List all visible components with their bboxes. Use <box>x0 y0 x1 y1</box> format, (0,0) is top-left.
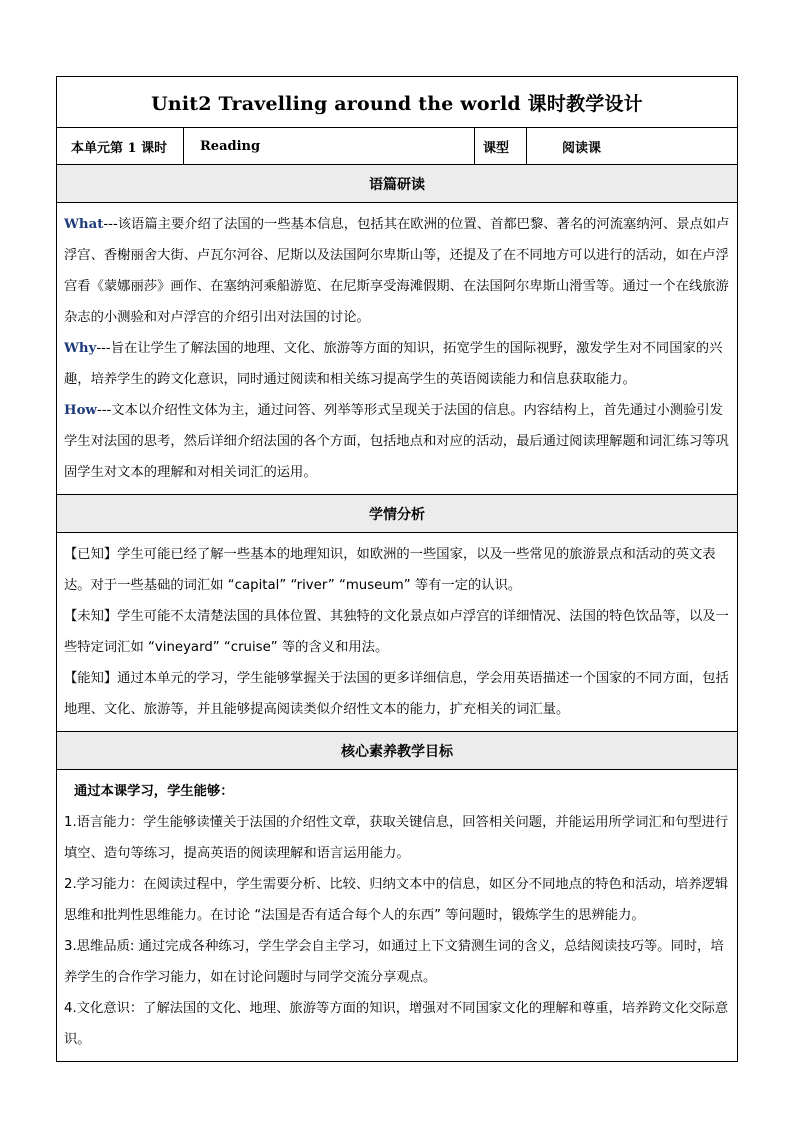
text-analysis-body <box>57 203 737 495</box>
section-heading-learner-analysis: 学情分析 <box>57 495 737 533</box>
unknown-paragraph: 【未知】学生可能不太清楚法国的具体位置、其独特的文化景点如卢浮宫的详细情况、法国的特色饮品等，以及一些特定词汇如 “vineyard” “cruise” 等的含义和用法。 <box>64 609 729 655</box>
why-keyword: Why <box>64 341 97 356</box>
what-keyword: What <box>64 217 104 232</box>
goal-language: 1.语言能力：学生能够读懂关于法国的介绍性文章，获取关键信息，回答相关问题，并能运用所学词汇和句型进行填空、造句等练习，提高英语的阅读理解和语言运用能力。 <box>64 815 729 861</box>
section-heading-objectives: 核心素养教学目标 <box>57 732 737 770</box>
goal-thinking: 3.思维品质: 通过完成各种练习，学生学会自主学习，如通过上下文猜测生词的含义，总结阅读技巧等。同时，培养学生的合作学习能力，如在讨论问题时与同学交流分享观点。 <box>64 939 724 985</box>
how-keyword: How <box>64 403 97 418</box>
lesson-plan-table <box>56 76 738 1062</box>
lesson-meta-row <box>57 128 737 165</box>
learner-analysis-body <box>57 533 737 732</box>
what-text: ---该语篇主要介绍了法国的一些基本信息，包括其在欧洲的位置、首都巴黎、著名的河流塞纳河、景点如卢浮宫、香榭丽舍大街、卢瓦尔河谷、尼斯以及法国阿尔卑斯山等，还提及了在不同地方可以进行的活动，如在卢浮宫看《蒙娜丽莎》画作、在塞纳河乘船游览、在尼斯享受海滩假期、在法国阿尔卑斯山滑雪等。通过一个在线旅游杂志的小测验和对卢浮宫的介绍引出对法国的讨论。 <box>64 217 730 325</box>
document-title: Unit2 Travelling around the world 课时教学设计 <box>57 77 737 128</box>
type-value-cell: 阅读课 <box>562 140 602 156</box>
objectives-body <box>57 770 737 1061</box>
known-paragraph: 【已知】学生可能已经了解一些基本的地理知识，如欧洲的一些国家，以及一些常见的旅游景点和活动的英文表达。对于一些基础的词汇如 “capital” “river” “museum” 等有一定的认识。 <box>64 547 716 593</box>
what-paragraph <box>64 209 731 333</box>
goal-culture: 4.文化意识：了解法国的文化、地理、旅游等方面的知识，增强对不同国家文化的理解和尊重，培养跨文化交际意识。 <box>64 1001 729 1047</box>
how-paragraph <box>64 395 731 488</box>
section-heading-text-analysis: 语篇研读 <box>57 165 737 203</box>
goal-learning: 2.学习能力：在阅读过程中，学生需要分析、比较、归纳文本中的信息，如区分不同地点的特色和活动，培养逻辑思维和批判性思维能力。在讨论 “法国是否有适合每个人的东西” 等问题时，锻炼学生的思辨能力。 <box>64 877 729 923</box>
why-paragraph <box>64 333 731 395</box>
type-label-cell: 课型 <box>475 128 527 164</box>
lesson-name-cell: Reading <box>184 128 475 164</box>
can-know-paragraph: 【能知】通过本单元的学习，学生能够掌握关于法国的更多详细信息，学会用英语描述一个国家的不同方面，包括地理、文化、旅游等，并且能够提高阅读类似介绍性文本的能力，扩充相关的词汇量。 <box>64 671 729 717</box>
objectives-intro: 通过本课学习，学生能够： <box>74 784 234 799</box>
period-cell: 本单元第 1 课时 <box>57 128 184 164</box>
how-text: ---文本以介绍性文体为主，通过问答、列举等形式呈现关于法国的信息。内容结构上，首先通过小测验引发学生对法国的思考，然后详细介绍法国的各个方面，包括地点和对应的活动，最后通过阅读理解题和词汇练习等巩固学生对文本的理解和对相关词汇的运用。 <box>64 403 729 480</box>
why-text: ---旨在让学生了解法国的地理、文化、旅游等方面的知识，拓宽学生的国际视野，激发学生对不同国家的兴趣，培养学生的跨文化意识，同时通过阅读和相关练习提高学生的英语阅读能力和信息获取能力。 <box>64 341 723 387</box>
